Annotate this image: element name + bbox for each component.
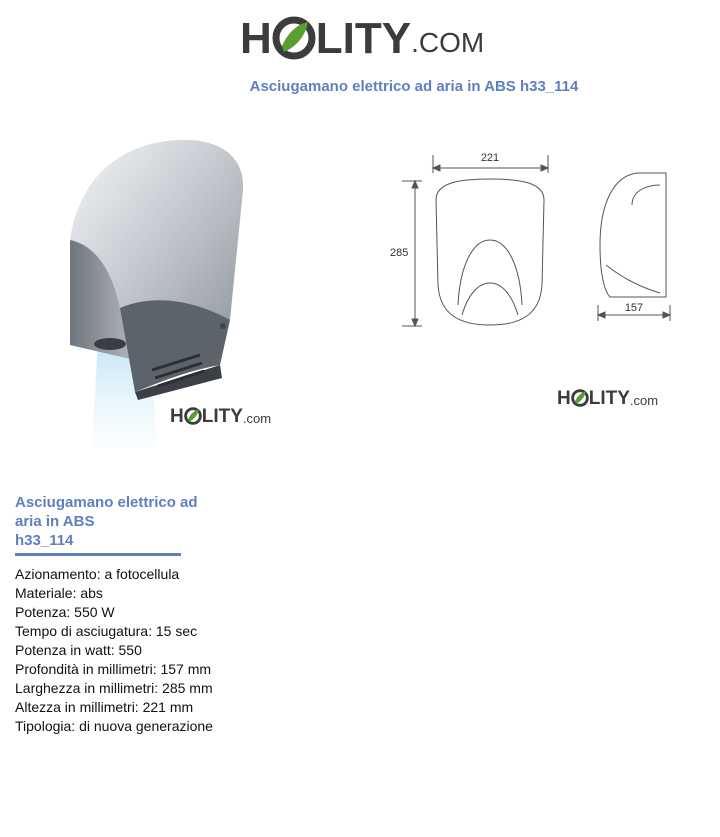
spec-item: Tipologia: di nuova generazione	[15, 718, 213, 734]
technical-drawing	[388, 145, 688, 335]
product-heading-line: Asciugamano elettrico ad	[15, 494, 198, 511]
logo-letters-lity: LITY	[315, 14, 412, 63]
logo-o-icon	[184, 407, 202, 425]
logo-o-icon	[272, 16, 316, 60]
spec-item: Potenza: 550 W	[15, 604, 115, 620]
product-heading-line: aria in ABS	[15, 513, 95, 530]
brand-logo[interactable]	[240, 14, 484, 64]
brand-logo-small-photo	[170, 404, 271, 430]
logo-letters-lity: LITY	[588, 388, 630, 409]
logo-letter-h: H	[240, 14, 272, 63]
brand-logo-small-drawing	[557, 386, 658, 412]
heading-divider	[15, 553, 181, 556]
spec-item: Tempo di asciugatura: 15 sec	[15, 623, 198, 639]
logo-suffix: .com	[629, 393, 659, 408]
logo-suffix: .com	[242, 411, 272, 426]
depth-dimension-label: 157	[624, 302, 644, 314]
logo-letter-h: H	[557, 388, 571, 409]
product-code: h33_114	[15, 532, 74, 549]
spec-item: Materiale: abs	[15, 585, 103, 601]
page-title: Asciugamano elettrico ad aria in ABS h33_114	[249, 78, 579, 95]
spec-item: Profondità in millimetri: 157 mm	[15, 661, 212, 677]
spec-item: Azionamento: a fotocellula	[15, 566, 180, 582]
spec-item: Larghezza in millimetri: 285 mm	[15, 680, 213, 696]
logo-letter-h: H	[170, 406, 184, 427]
logo-letters-lity: LITY	[201, 406, 243, 427]
spec-item: Potenza in watt: 550	[15, 642, 142, 658]
product-heading	[15, 493, 235, 550]
spec-item: Altezza in millimetri: 221 mm	[15, 699, 194, 715]
logo-suffix: .COM	[411, 27, 485, 58]
logo-o-icon	[571, 389, 589, 407]
spec-list	[15, 565, 213, 736]
height-dimension-label: 285	[390, 247, 409, 259]
width-dimension-label: 221	[480, 152, 500, 164]
